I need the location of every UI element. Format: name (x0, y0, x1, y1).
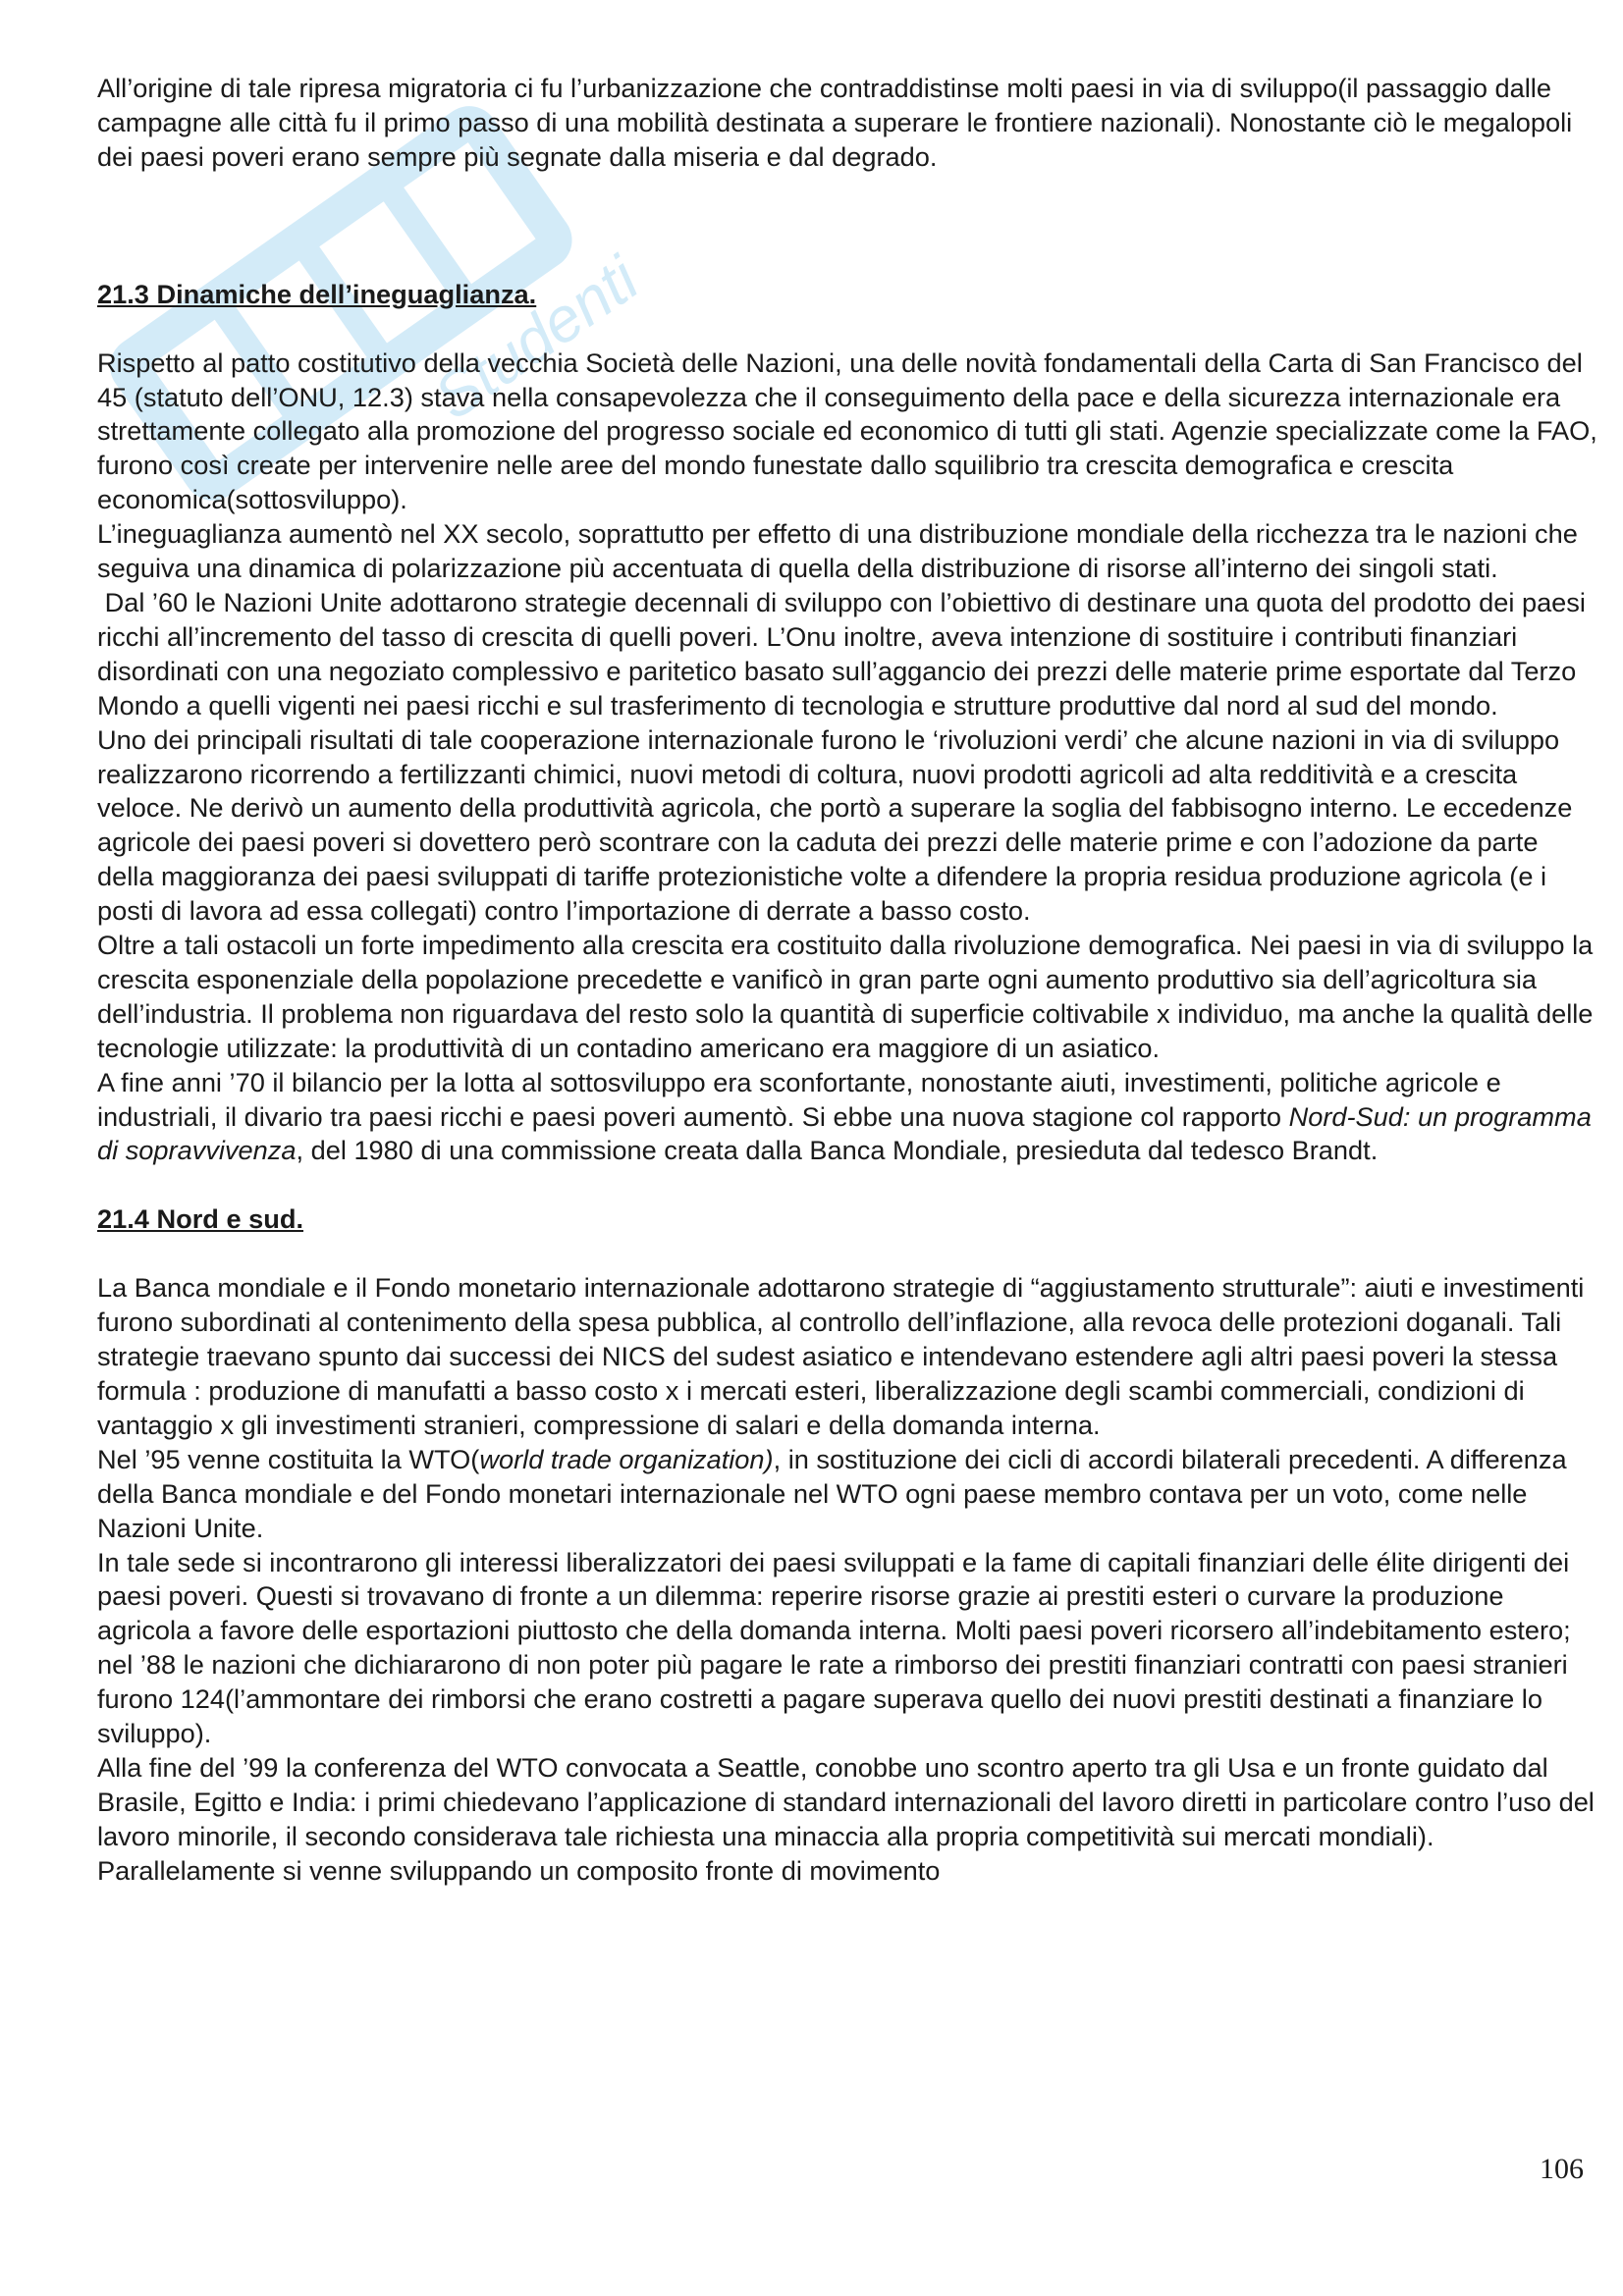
spacer (97, 1237, 1599, 1271)
text-run: , del 1980 di una commissione creata dalla Banca Mondiale, presieduta dal tedesco Brandt. (296, 1135, 1379, 1166)
section-heading-21-3: 21.3 Dinamiche dell’ineguaglianza. (97, 278, 537, 309)
paragraph-bilancio-anni-70 (97, 1066, 1599, 1169)
intro-paragraph: All’origine di tale ripresa migratoria ci fu l’urbanizzazione che contraddistinse molti paesi in via di sviluppo(il passaggio dalle campagne alle città fu il primo passo di una mobilità destinata a superare le frontiere nazionali). Nonostante ciò le megalopoli dei paesi poveri erano sempre più segnate dalla miseria e dal degrado. (97, 73, 1573, 172)
paragraph-wto (97, 1443, 1599, 1546)
section-heading-21-4: 21.4 Nord e sud. (97, 1203, 304, 1235)
paragraph-aggiustamento-strutturale: La Banca mondiale e il Fondo monetario internazionale adottarono strategie di “aggiustamento strutturale”: aiuti e investimenti furono subordinati al contenimento della spesa pubblica, al controllo dell’inflazione, alla revoca delle protezioni doganali. Tali strategie traevano spunto dai successi dei NICS del sudest asiatico e intendevano estendere agli altri paesi poveri la stessa formula : produzione di manufatti a basso costo x i mercati esteri, liberalizzazione degli scambi commerciali, condizioni di vantaggio x gli investimenti stranieri, compressione di salari e della domanda interna. (97, 1272, 1585, 1440)
text-run: , in sostituzione dei cicli di accordi bilaterali precedenti. A differenza della Banca mondiale e del Fondo monetari internazionale nel WTO ogni paese membro contava per un voto, come nelle Nazioni Unite. (97, 1443, 1567, 1543)
text-run: Nel ’95 venne costituita la WTO( (97, 1443, 480, 1474)
paragraph-strategie-decennali: Dal ’60 le Nazioni Unite adottarono strategie decennali di sviluppo con l’obiettivo di destinare una quota del prodotto dei paesi ricchi all’incremento del tasso di crescita di quelli poveri. L’Onu inoltre, aveva intenzione di sostituire i contributi finanziari disordinati con una negoziato complessivo e paritetico basato sull’aggancio dei prezzi delle materie prime esportate dal Terzo Mondo a quelli vigenti nei paesi ricchi e sul trasferimento di tecnologia e strutture produttive dal nord al sud del mondo. (97, 586, 1594, 721)
spacer (97, 312, 1599, 347)
document-body (97, 72, 1599, 1889)
paragraph-rivoluzioni-verdi: Uno dei principali risultati di tale cooperazione internazionale furono le ‘rivoluzioni verdi’ che alcune nazioni in via di sviluppo realizzarono ricorrendo a fertilizzanti chimici, nuovi metodi di coltura, nuovi prodotti agricoli ad alta redditività e a crescita veloce. Ne derivò un aumento della produttività agricola, che portò a superare la soglia del fabbisogno interno. Le eccedenze agricole dei paesi poveri si dovettero però scontrare con la caduta dei prezzi delle materie prime e con l’adozione da parte della maggioranza dei paesi sviluppati di tariffe protezionistiche volte a difendere la propria residua produzione agricola (e i posti di lavora ad essa collegati) contro l’importazione di derrate a basso costo. (97, 723, 1573, 927)
spacer (97, 1168, 1599, 1202)
paragraph-indebitamento: In tale sede si incontrarono gli interessi liberalizzatori dei paesi sviluppati e la fame di capitali finanziari delle élite dirigenti dei paesi poveri. Questi si trovavano di fronte a un dilemma: reperire risorse grazie ai prestiti esteri o curvare la produzione agricola a favore delle esportazioni piuttosto che della domanda interna. Molti paesi poveri ricorsero all’indebitamento estero; nel ’88 le nazioni che dichiararono di non poter più pagare le rate a rimborso dei prestiti finanziari contratti con paesi stranieri furono 124(l’ammontare dei rimborsi che erano costretti a pagare superava quello dei nuovi prestiti destinati a finanziare lo sviluppo). (97, 1546, 1571, 1749)
page-number: 106 (1540, 2153, 1584, 2185)
text-run: A fine anni ’70 il bilancio per la lotta al sottosviluppo era sconfortante, nonostante aiuti, investimenti, politiche agricole e industriali, il divario tra paesi ricchi e paesi poveri aumentò. Si ebbe una nuova stagione col rapporto (97, 1066, 1501, 1132)
watermark-text: Studenti (421, 242, 651, 434)
spacer (97, 175, 1599, 278)
paragraph-seattle: Alla fine del ’99 la conferenza del WTO convocata a Seattle, conobbe uno scontro aperto tra gli Usa e un fronte guidato dal Brasile, Egitto e India: i primi chiedevano l’applicazione di standard internazionali del lavoro diretti in particolare contro l’uso del lavoro minorile, il secondo considerava tale richiesta una minaccia alla propria competitività sui mercati mondiali). Parallelamente si venne sviluppando un composito fronte di movimento (97, 1751, 1595, 1886)
report-title-italic: Nord-Sud: un programma di sopravvivenza (97, 1100, 1592, 1166)
wto-name-italic: world trade organization) (479, 1443, 774, 1474)
paragraph-carta-san-francisco: Rispetto al patto costitutivo della vecchia Società delle Nazioni, una delle novità fondamentali della Carta di San Francisco del 45 (statuto dell’ONU, 12.3) stava nella consapevolezza che il conseguimento della pace e della sicurezza internazionale era strettamente collegato alla promozione del progresso sociale ed economico di tutti gli stati. Agenzie specializzate come la FAO, furono così create per intervenire nelle aree del mondo funestate dallo squilibrio tra crescita demografica e crescita economica(sottosviluppo). (97, 347, 1597, 515)
paragraph-rivoluzione-demografica: Oltre a tali ostacoli un forte impedimento alla crescita era costituito dalla rivoluzione demografica. Nei paesi in via di sviluppo la crescita esponenziale della popolazione precedette e vanificò in gran parte ogni aumento produttivo sia dell’agricoltura sia dell’industria. Il problema non riguardava del resto solo la quantità di superficie coltivabile x individuo, ma anche la qualità delle tecnologie utilizzate: la produttività di un contadino americano era maggiore di un asiatico. (97, 930, 1594, 1063)
paragraph-ineguaglianza: L’ineguaglianza aumentò nel XX secolo, soprattutto per effetto di una distribuzione mondiale della ricchezza tra le nazioni che seguiva una dinamica di polarizzazione più accentuata di quella della distribuzione di risorse all’interno dei singoli stati. (97, 518, 1578, 584)
